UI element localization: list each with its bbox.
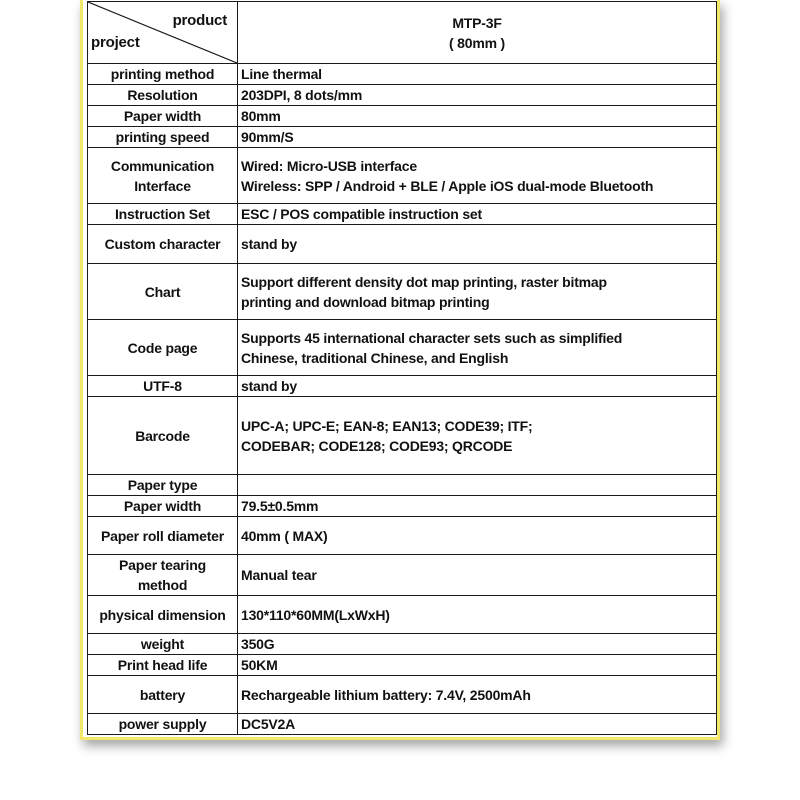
row-value: 130*110*60MM(LxWxH) <box>238 596 717 634</box>
table-row <box>88 376 717 397</box>
row-label-line: method <box>137 577 188 593</box>
row-value: 350G <box>238 634 717 655</box>
row-label: Paper roll diameter <box>88 517 238 555</box>
row-value-line: Wireless: SPP / Android + BLE / Apple iOS dual-mode Bluetooth <box>241 177 654 194</box>
row-value: 80mm <box>238 106 717 127</box>
model-name: MTP-3F <box>452 14 502 31</box>
row-label <box>88 555 238 596</box>
row-label-line: Paper tearing <box>119 557 206 573</box>
model-variant: ( 80mm ) <box>449 34 505 51</box>
table-row <box>88 320 717 376</box>
row-value-line: printing and download bitmap printing <box>241 293 490 310</box>
row-label: power supply <box>88 714 238 735</box>
row-value: 203DPI, 8 dots/mm <box>238 85 717 106</box>
row-label: Barcode <box>88 397 238 475</box>
table-row <box>88 106 717 127</box>
table-row <box>88 517 717 555</box>
row-label: UTF-8 <box>88 376 238 397</box>
table-row <box>88 655 717 676</box>
row-label: battery <box>88 676 238 714</box>
table-row <box>88 225 717 264</box>
row-value: 90mm/S <box>238 127 717 148</box>
row-value-line: Supports 45 international character sets such as simplified <box>241 329 623 346</box>
row-label: physical dimension <box>88 596 238 634</box>
table-row <box>88 714 717 735</box>
row-value: 79.5±0.5mm <box>238 496 717 517</box>
table-row <box>88 475 717 496</box>
row-value <box>238 475 717 496</box>
spec-table <box>87 1 717 735</box>
row-value <box>238 264 717 320</box>
row-label: Resolution <box>88 85 238 106</box>
table-row <box>88 496 717 517</box>
row-value-line: Support different density dot map printing, raster bitmap <box>241 273 607 290</box>
row-label: Paper type <box>88 475 238 496</box>
table-row <box>88 148 717 204</box>
table-row <box>88 204 717 225</box>
row-value: stand by <box>238 225 717 264</box>
row-value <box>238 320 717 376</box>
table-row <box>88 264 717 320</box>
table-row <box>88 634 717 655</box>
row-value <box>238 148 717 204</box>
row-label: printing speed <box>88 127 238 148</box>
table-row <box>88 85 717 106</box>
row-value-line: CODEBAR; CODE128; CODE93; QRCODE <box>241 437 513 454</box>
row-value <box>238 397 717 475</box>
row-value-line: Wired: Micro-USB interface <box>241 157 417 174</box>
spec-sheet-frame <box>80 0 720 740</box>
row-value: DC5V2A <box>238 714 717 735</box>
table-row <box>88 676 717 714</box>
row-label: Instruction Set <box>88 204 238 225</box>
table-row <box>88 397 717 475</box>
corner-project-label: project <box>91 34 140 51</box>
row-value: Line thermal <box>238 64 717 85</box>
row-label: Paper width <box>88 496 238 517</box>
row-label <box>88 148 238 204</box>
row-value: Rechargeable lithium battery: 7.4V, 2500mAh <box>238 676 717 714</box>
row-label-line: Communication <box>110 157 215 174</box>
corner-header-cell <box>88 2 238 64</box>
row-label: Code page <box>88 320 238 376</box>
table-row <box>88 64 717 85</box>
row-label: Paper width <box>88 106 238 127</box>
row-label-line: Interface <box>134 177 191 194</box>
row-label: Chart <box>88 264 238 320</box>
row-label: Custom character <box>88 225 238 264</box>
corner-product-label: product <box>172 12 227 29</box>
model-header-cell <box>238 2 717 64</box>
table-row <box>88 596 717 634</box>
row-value: stand by <box>238 376 717 397</box>
table-row <box>88 555 717 596</box>
row-value: 40mm ( MAX) <box>238 517 717 555</box>
row-value: ESC / POS compatible instruction set <box>238 204 717 225</box>
row-value: 50KM <box>238 655 717 676</box>
row-value-line: UPC-A; UPC-E; EAN-8; EAN13; CODE39; ITF; <box>241 417 533 434</box>
row-label: weight <box>88 634 238 655</box>
table-header-row <box>88 2 717 64</box>
row-value: Manual tear <box>238 555 717 596</box>
table-row <box>88 127 717 148</box>
row-label: printing method <box>88 64 238 85</box>
row-value-line: Chinese, traditional Chinese, and English <box>241 349 509 366</box>
row-label: Print head life <box>88 655 238 676</box>
